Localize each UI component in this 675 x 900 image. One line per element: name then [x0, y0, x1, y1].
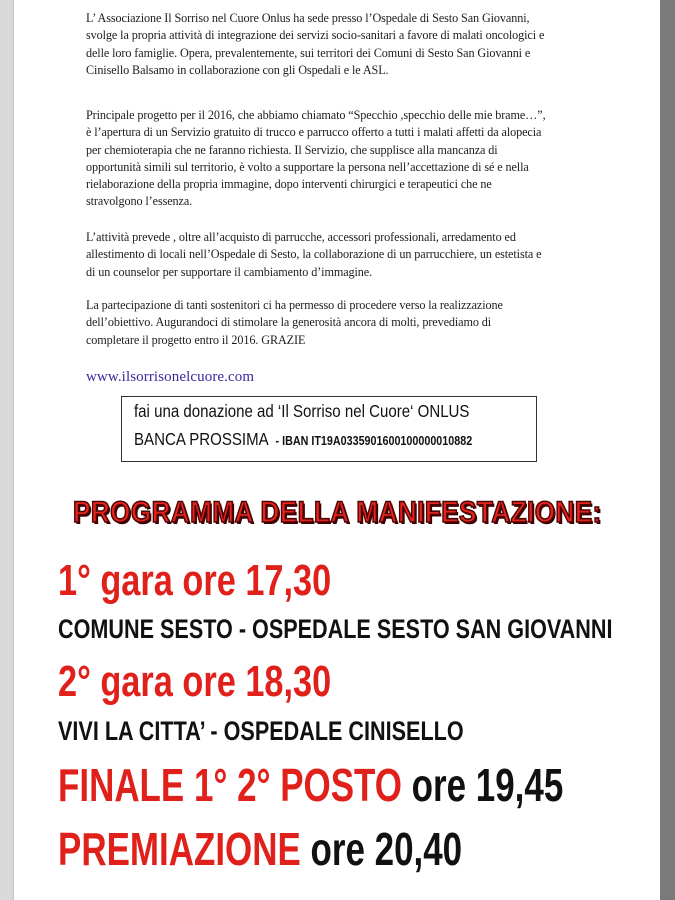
donation-text: fai una donazione ad ‘Il Sorriso nel Cuore‘ ONLUS	[134, 401, 470, 421]
text-line: Principale progetto per il 2016, che abbiamo chiamato “Specchio ,specchio delle mie brame…”,	[86, 108, 546, 122]
text-line: L’ Associazione Il Sorriso nel Cuore Onlus ha sede presso l’Ospedale di Sesto San Giovanni,	[86, 11, 530, 25]
race-1-heading: 1° gara ore 17,30	[58, 556, 332, 605]
race-1-teams: COMUNE SESTO - OSPEDALE SESTO SAN GIOVANNI	[58, 614, 613, 644]
text-line: opportunità simili sul territorio, è volto a supportare la persona nell’accettazione di sé e nella	[86, 159, 529, 174]
text-line: svolge la propria attività di integrazione dei servizi socio-sanitari a favore di malati oncologici e	[86, 28, 545, 43]
intro-paragraph-activity	[86, 229, 626, 281]
text-line: stravolgono l’essenza.	[86, 194, 193, 209]
text-line: dell’obiettivo. Augurandoci di stimolare la generosità ancora di molti, prevediamo di	[86, 315, 492, 330]
award-time: ore 20,40	[300, 823, 463, 875]
website-link[interactable]: www.ilsorrisonelcuore.com	[86, 369, 255, 385]
intro-paragraph-thanks	[86, 297, 626, 349]
text-line: rielaborazione della propria immagine, dopo interventi chirurgici e terapeutici che ne	[86, 177, 492, 192]
page-edge-shadow	[660, 0, 675, 900]
award-schedule	[58, 822, 462, 876]
text-line: per chemioterapia che ne faranno richiesta. Il Servizio, che supplisce alla mancanza di	[86, 142, 498, 157]
bank-details	[134, 429, 472, 450]
text-line: L’attività prevede , oltre all’acquisto di parrucche, accessori professionali, arredamento ed	[86, 230, 516, 244]
intro-paragraph-association	[86, 10, 626, 79]
intro-paragraph-project	[86, 107, 626, 211]
text-line: La partecipazione di tanti sostenitori ci ha permesso di procedere verso la realizzazione	[86, 298, 503, 312]
text-line: è l’apertura di un Servizio gratuito di trucco e parrucco offerto a tutti i malati affetti da alopecia	[86, 125, 542, 140]
text-line: delle loro famiglie. Opera, prevalentemente, sui territori dei Comuni di Sesto San Giovanni e	[86, 45, 531, 60]
final-schedule	[58, 758, 563, 812]
text-line: Cinisello Balsamo in collaborazione con gli Ospedali e le ASL.	[86, 62, 389, 77]
final-label: FINALE 1° 2° POSTO	[58, 759, 402, 811]
program-title: PROGRAMMA DELLA MANIFESTAZIONE:	[73, 496, 602, 529]
donation-box	[121, 396, 537, 462]
race-2-teams: VIVI LA CITTA’ - OSPEDALE CINISELLO	[58, 716, 464, 746]
award-label: PREMIAZIONE	[58, 823, 301, 875]
bank-name: BANCA PROSSIMA	[134, 429, 269, 449]
iban-code: - IBAN IT19A0335901600100000010882	[275, 434, 473, 448]
text-line: allestimento di locali nell’Ospedale di Sesto, la collaborazione di un parrucchiere, un estetista e	[86, 247, 542, 262]
text-line: di un counselor per supportare il cambiamento d’immagine.	[86, 264, 373, 279]
final-time: ore 19,45	[401, 759, 564, 811]
text-line: completare il progetto entro il 2016. GRAZIE	[86, 332, 306, 347]
race-2-heading: 2° gara ore 18,30	[58, 657, 332, 706]
